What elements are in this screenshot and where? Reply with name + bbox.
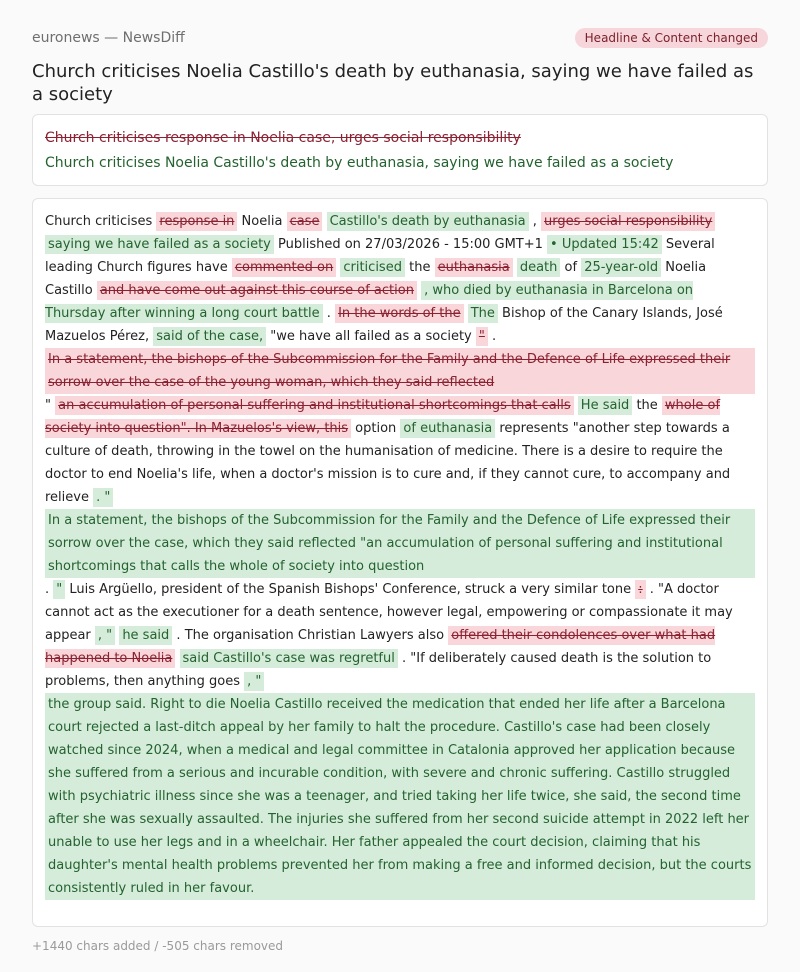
removed-text: euthanasia <box>435 258 513 277</box>
unchanged-text: Bishop of the Canary Islands, José Mazuelos Pérez, <box>45 306 723 344</box>
unchanged-text: represents "another step towards a culture of death, throwing in the towel on the humanisation of medicine. There is a desire to require the doctor to end Noelia's life, when a doctor's mission is to cure and, if they cannot cure, to accompany and relieve <box>45 421 731 505</box>
added-text: Castillo's death by euthanasia <box>327 212 529 231</box>
site-name: euronews — NewsDiff <box>32 30 185 46</box>
unchanged-text: . The organisation Christian Lawyers also <box>172 628 449 643</box>
new-headline: Church criticises Noelia Castillo's death by euthanasia, saying we have failed as a society <box>45 155 674 171</box>
added-text: , " <box>244 672 264 691</box>
unchanged-text: Noelia <box>237 214 287 229</box>
added-paragraph: the group said. Right to die Noelia Castillo received the medication that ended her life after a Barcelona court rejected a last-ditch appeal by her family to halt the procedure. Castillo's case had been closely watched since 2024, when a medical and legal committee in Catalonia approved her application because she suffered from a serious and incurable condition, with severe and chronic suffering. Castillo struggled with psychiatric illness since she was a teenager, and tried taking her life twice, she said, the second time after she was sexually assaulted. The injuries she suffered from her second suicide attempt in 2022 left her unable to use her legs and in a wheelchair. Her father appealed the court decision, claiming that his daughter's mental health problems prevented her from making a free and informed decision, but the courts consistently ruled in her favour. <box>45 693 755 900</box>
added-text: he said <box>119 626 172 645</box>
removed-text: commented on <box>232 258 336 277</box>
added-text: , " <box>95 626 115 645</box>
unchanged-text: "we have all failed as a society <box>266 329 476 344</box>
added-text: 25-year-old <box>581 258 661 277</box>
unchanged-text: Noelia Castillo <box>45 260 707 298</box>
added-text: saying we have failed as a society <box>45 235 274 254</box>
unchanged-text: . "If deliberately caused death is the solution to problems, then anything goes <box>45 651 712 689</box>
unchanged-text: Luis Argüello, president of the Spanish Bishops' Conference, struck a very similar tone <box>65 582 636 597</box>
top-bar <box>32 26 768 50</box>
unchanged-text: of <box>560 260 582 275</box>
change-status-badge: Headline & Content changed <box>575 28 768 48</box>
added-text: , who died by euthanasia in Barcelona on Thursday after winning a long court battle <box>45 283 694 321</box>
added-text: " <box>53 580 65 599</box>
added-text: death <box>517 258 561 277</box>
removed-paragraph: In a statement, the bishops of the Subcommission for the Family and the Defence of Life expressed their sorrow over the case of the young woman, which they said reflected <box>45 348 755 394</box>
unchanged-text: Published on 27/03/2026 - 15:00 GMT+1 <box>273 237 548 252</box>
unchanged-text: Several leading Church figures have <box>45 237 715 275</box>
added-text: . " <box>93 488 113 507</box>
page-title: Church criticises Noelia Castillo's death by euthanasia, saying we have failed as a society <box>32 61 754 105</box>
body-diff-card <box>32 198 768 927</box>
removed-text: and have come out against this course of action <box>97 281 417 300</box>
removed-text: offered their condolences over what had happened to Noelia <box>45 628 716 666</box>
added-text: said Castillo's case was regretful <box>180 649 398 668</box>
unchanged-text: . "A doctor cannot act as the executioner for a death sentence, however legal, empowering or compassionate it may appear <box>45 582 733 643</box>
removed-text: urges social responsibility <box>541 212 715 231</box>
added-text: He said <box>578 396 633 415</box>
unchanged-text: option <box>351 421 401 436</box>
unchanged-text: " <box>45 398 56 413</box>
added-paragraph: In a statement, the bishops of the Subcommission for the Family and the Defence of Life expressed their sorrow over the case, which they said reflected "an accumulation of personal suffering and institutional shortcomings that calls the whole of society into question <box>45 509 755 578</box>
old-headline: Church criticises response in Noelia case, urges social responsibility <box>45 130 521 146</box>
removed-text: In the words of the <box>335 304 464 323</box>
removed-text: whole of society into question". In Mazuelos's view, this <box>45 398 721 436</box>
added-text: said of the case, <box>153 327 266 346</box>
removed-text: : <box>635 580 645 599</box>
removed-text: an accumulation of personal suffering and institutional shortcomings that calls <box>55 396 574 415</box>
unchanged-text: the <box>404 260 435 275</box>
diff-stats: +1440 chars added / -505 chars removed <box>32 939 284 953</box>
unchanged-text <box>175 651 179 666</box>
added-text: of euthanasia <box>400 419 495 438</box>
unchanged-text: . <box>487 329 497 344</box>
unchanged-text: , <box>528 214 542 229</box>
removed-text: response in <box>156 212 237 231</box>
unchanged-text <box>322 214 326 229</box>
removed-text: case <box>287 212 323 231</box>
added-text: criticised <box>340 258 405 277</box>
added-text: The <box>468 304 498 323</box>
unchanged-text: . <box>322 306 336 321</box>
removed-text: " <box>476 327 488 346</box>
headline-diff-card <box>32 114 768 186</box>
unchanged-text: . <box>45 582 54 597</box>
unchanged-text: the <box>632 398 662 413</box>
unchanged-text: Church criticises <box>45 214 157 229</box>
added-text: • Updated 15:42 <box>547 235 662 254</box>
